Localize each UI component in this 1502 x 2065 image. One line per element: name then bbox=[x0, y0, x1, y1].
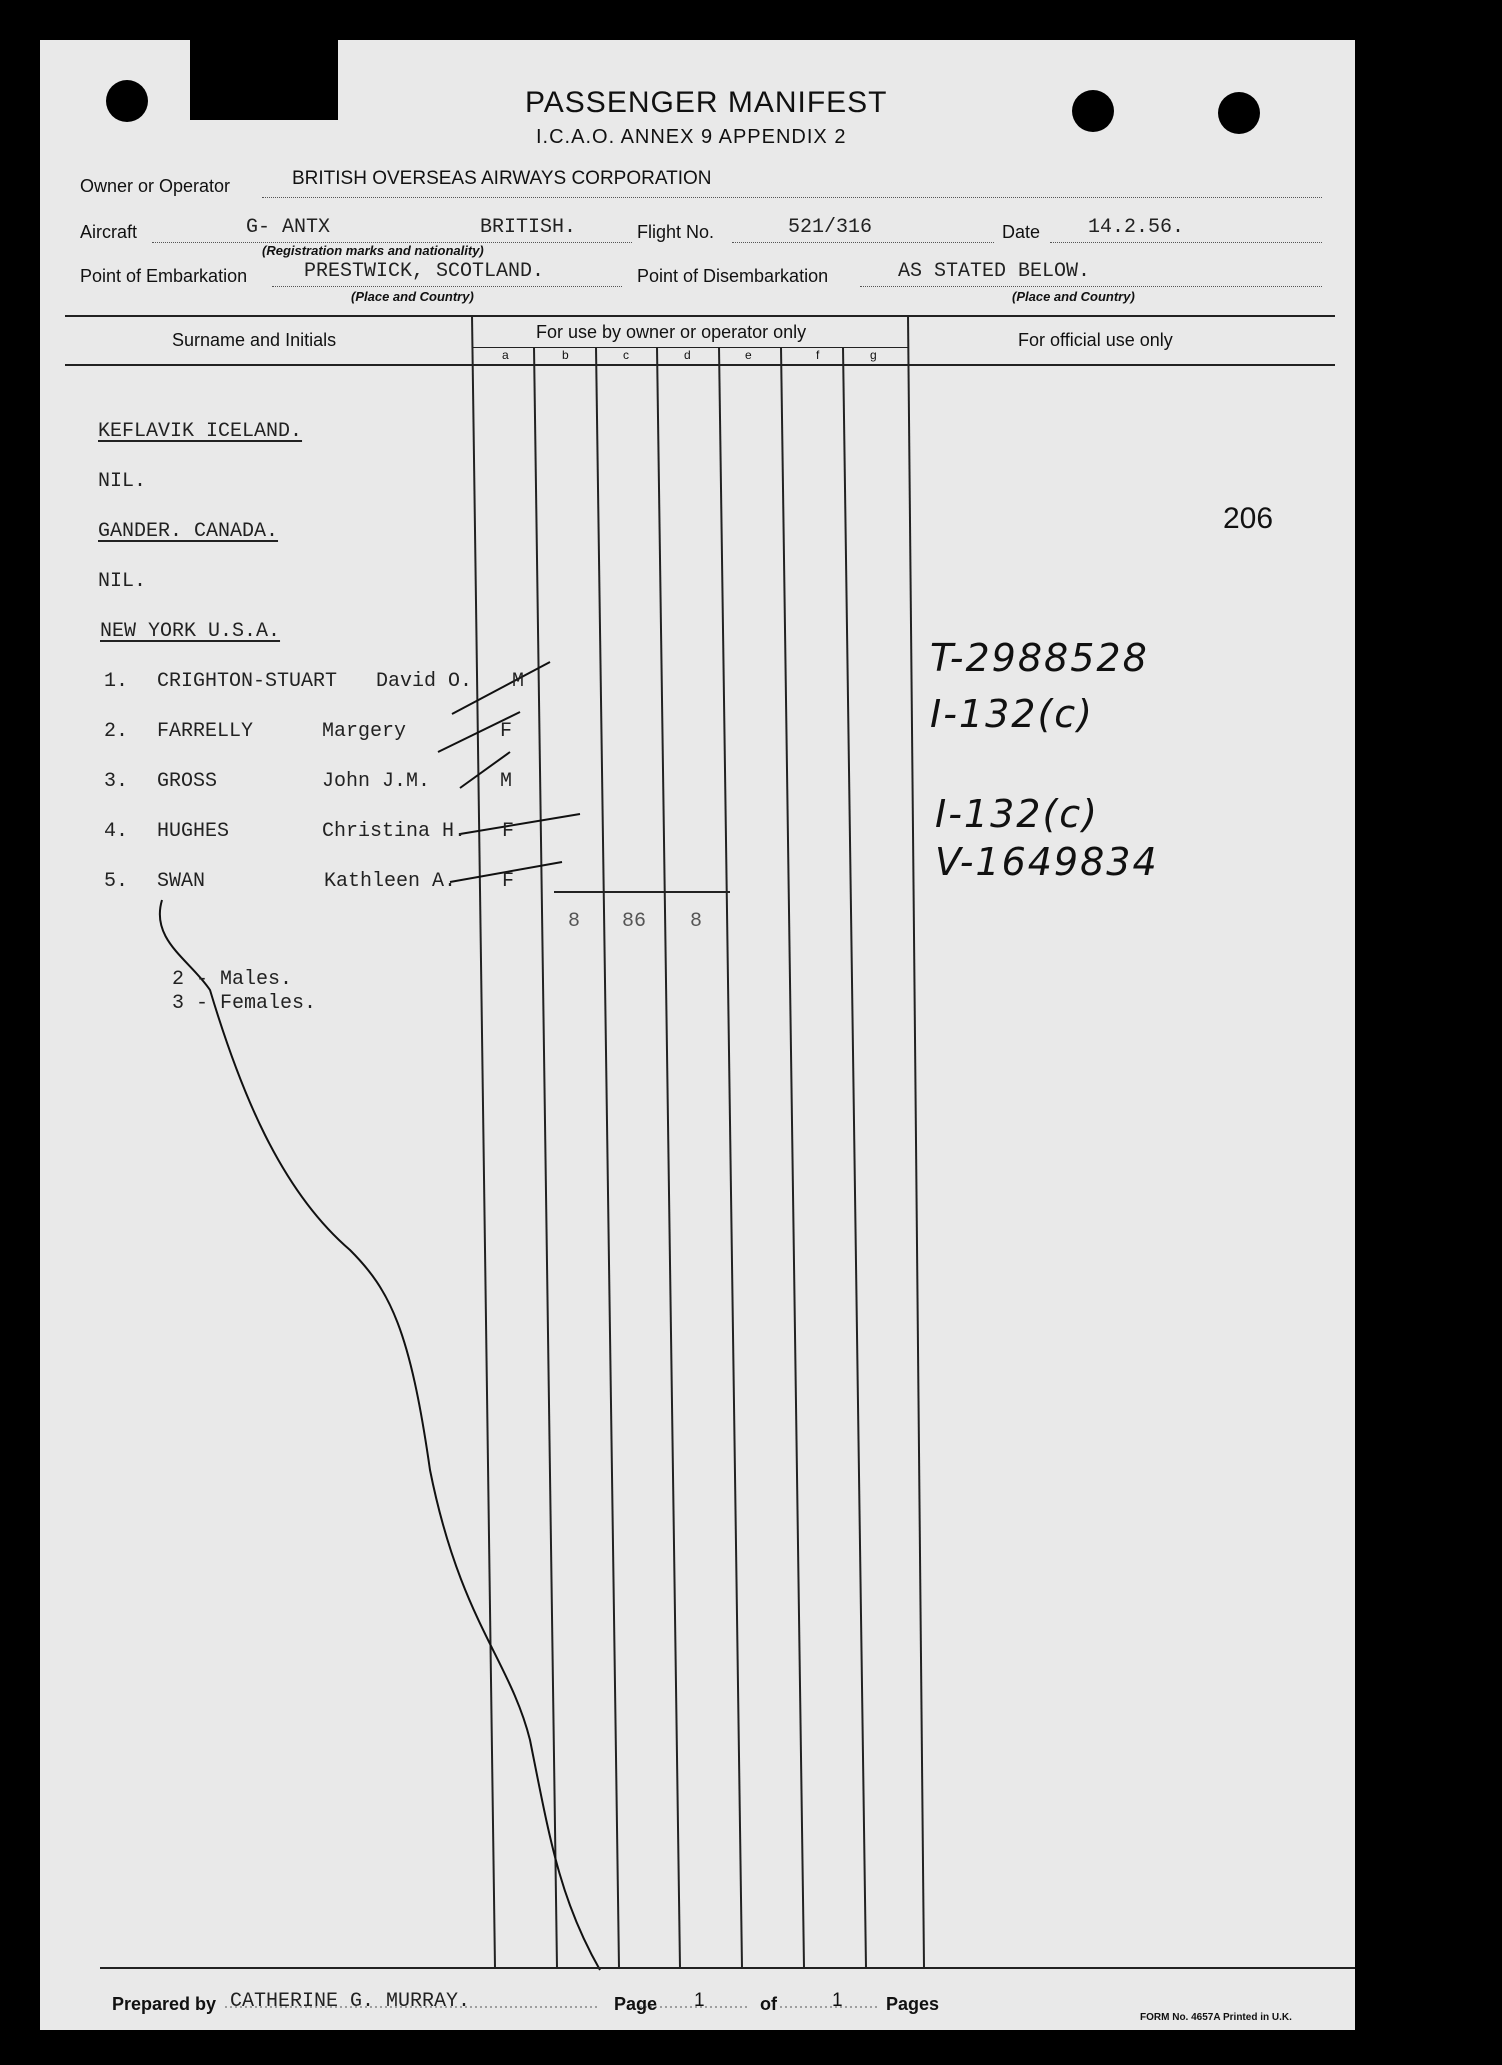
of-label: of bbox=[760, 1994, 777, 2014]
flight-number: 521/316 bbox=[788, 216, 873, 239]
passenger-sex: M bbox=[512, 670, 525, 693]
disembarkation-label: Point of Disembarkation bbox=[637, 266, 829, 286]
passenger-first-name: Christina H. bbox=[322, 820, 467, 843]
disembarkation-note: (Place and Country) bbox=[1012, 289, 1135, 304]
stop-note: NIL. bbox=[98, 470, 147, 493]
total-value: 8 bbox=[690, 910, 703, 933]
form-subtitle: I.C.A.O. ANNEX 9 APPENDIX 2 bbox=[536, 126, 847, 148]
owner-label: Owner or Operator bbox=[80, 176, 231, 196]
passenger-sex: M bbox=[500, 770, 513, 793]
column-letter-c: c bbox=[623, 348, 629, 362]
owner-value: BRITISH OVERSEAS AIRWAYS CORPORATION bbox=[292, 168, 712, 189]
column-owner-use: For use by owner or operator only bbox=[536, 322, 807, 342]
aircraft-note: (Registration marks and nationality) bbox=[262, 243, 484, 258]
passenger-number: 3. bbox=[104, 770, 129, 793]
passenger-sex: F bbox=[502, 820, 515, 843]
official-note: I-132(c) bbox=[935, 792, 1099, 836]
aircraft-label: Aircraft bbox=[80, 222, 138, 242]
total-value: 8 bbox=[568, 910, 581, 933]
column-letter-f: f bbox=[816, 348, 820, 362]
page-value: 1 bbox=[694, 1990, 705, 2011]
passenger-first-name: David O. bbox=[376, 670, 473, 693]
flight-label: Flight No. bbox=[637, 222, 715, 242]
manifest-sheet bbox=[40, 40, 1355, 2030]
passenger-number: 4. bbox=[104, 820, 129, 843]
passenger-surname: CRIGHTON-STUART bbox=[157, 670, 338, 693]
date-value: 14.2.56. bbox=[1088, 216, 1185, 239]
page-label: Page bbox=[614, 1994, 658, 2014]
column-letter-e: e bbox=[745, 348, 752, 362]
summary-males: 2 - Males. bbox=[172, 968, 293, 991]
pages-label: Pages bbox=[886, 1994, 940, 2014]
form-title: PASSENGER MANIFEST bbox=[525, 86, 888, 119]
aircraft-nationality: BRITISH. bbox=[480, 216, 577, 239]
passenger-surname: GROSS bbox=[157, 770, 218, 793]
stop-note: NIL. bbox=[98, 570, 147, 593]
page-stamp-number: 206 bbox=[1223, 502, 1274, 535]
prepared-by-label: Prepared by bbox=[112, 1994, 217, 2014]
stop-name: GANDER. CANADA. bbox=[98, 520, 279, 543]
passenger-first-name: John J.M. bbox=[322, 770, 431, 793]
column-letter-b: b bbox=[562, 348, 569, 362]
passenger-sex: F bbox=[500, 720, 513, 743]
summary-females: 3 - Females. bbox=[172, 992, 317, 1015]
embarkation-note: (Place and Country) bbox=[351, 289, 474, 304]
official-note: I-132(c) bbox=[930, 692, 1094, 736]
passenger-surname: HUGHES bbox=[157, 820, 230, 843]
column-letter-g: g bbox=[870, 348, 877, 362]
passenger-sex: F bbox=[502, 870, 515, 893]
passenger-first-name: Margery bbox=[322, 720, 407, 743]
column-letter-d: d bbox=[684, 348, 691, 362]
passenger-first-name: Kathleen A. bbox=[324, 870, 457, 893]
passenger-number: 2. bbox=[104, 720, 129, 743]
embarkation-label: Point of Embarkation bbox=[80, 266, 248, 286]
date-label: Date bbox=[1002, 222, 1041, 242]
stop-name: NEW YORK U.S.A. bbox=[100, 620, 281, 643]
form-number: FORM No. 4657A Printed in U.K. bbox=[1140, 2012, 1292, 2023]
official-note: T-2988528 bbox=[930, 636, 1149, 680]
aircraft-registration: G- ANTX bbox=[246, 216, 331, 239]
column-grid bbox=[40, 40, 1355, 2030]
of-value: 1 bbox=[832, 1990, 843, 2011]
embarkation-value: PRESTWICK, SCOTLAND. bbox=[304, 260, 545, 283]
column-surname: Surname and Initials bbox=[172, 330, 337, 350]
disembarkation-value: AS STATED BELOW. bbox=[898, 260, 1091, 283]
passenger-surname: FARRELLY bbox=[157, 720, 254, 743]
column-letter-a: a bbox=[502, 348, 509, 362]
passenger-number: 5. bbox=[104, 870, 129, 893]
passenger-surname: SWAN bbox=[157, 870, 206, 893]
passenger-number: 1. bbox=[104, 670, 129, 693]
total-value: 86 bbox=[622, 910, 647, 933]
official-note: V-1649834 bbox=[935, 840, 1159, 884]
column-official: For official use only bbox=[1018, 330, 1173, 350]
prepared-by-value: CATHERINE G. MURRAY. bbox=[230, 1990, 471, 2013]
stop-name: KEFLAVIK ICELAND. bbox=[98, 420, 303, 443]
